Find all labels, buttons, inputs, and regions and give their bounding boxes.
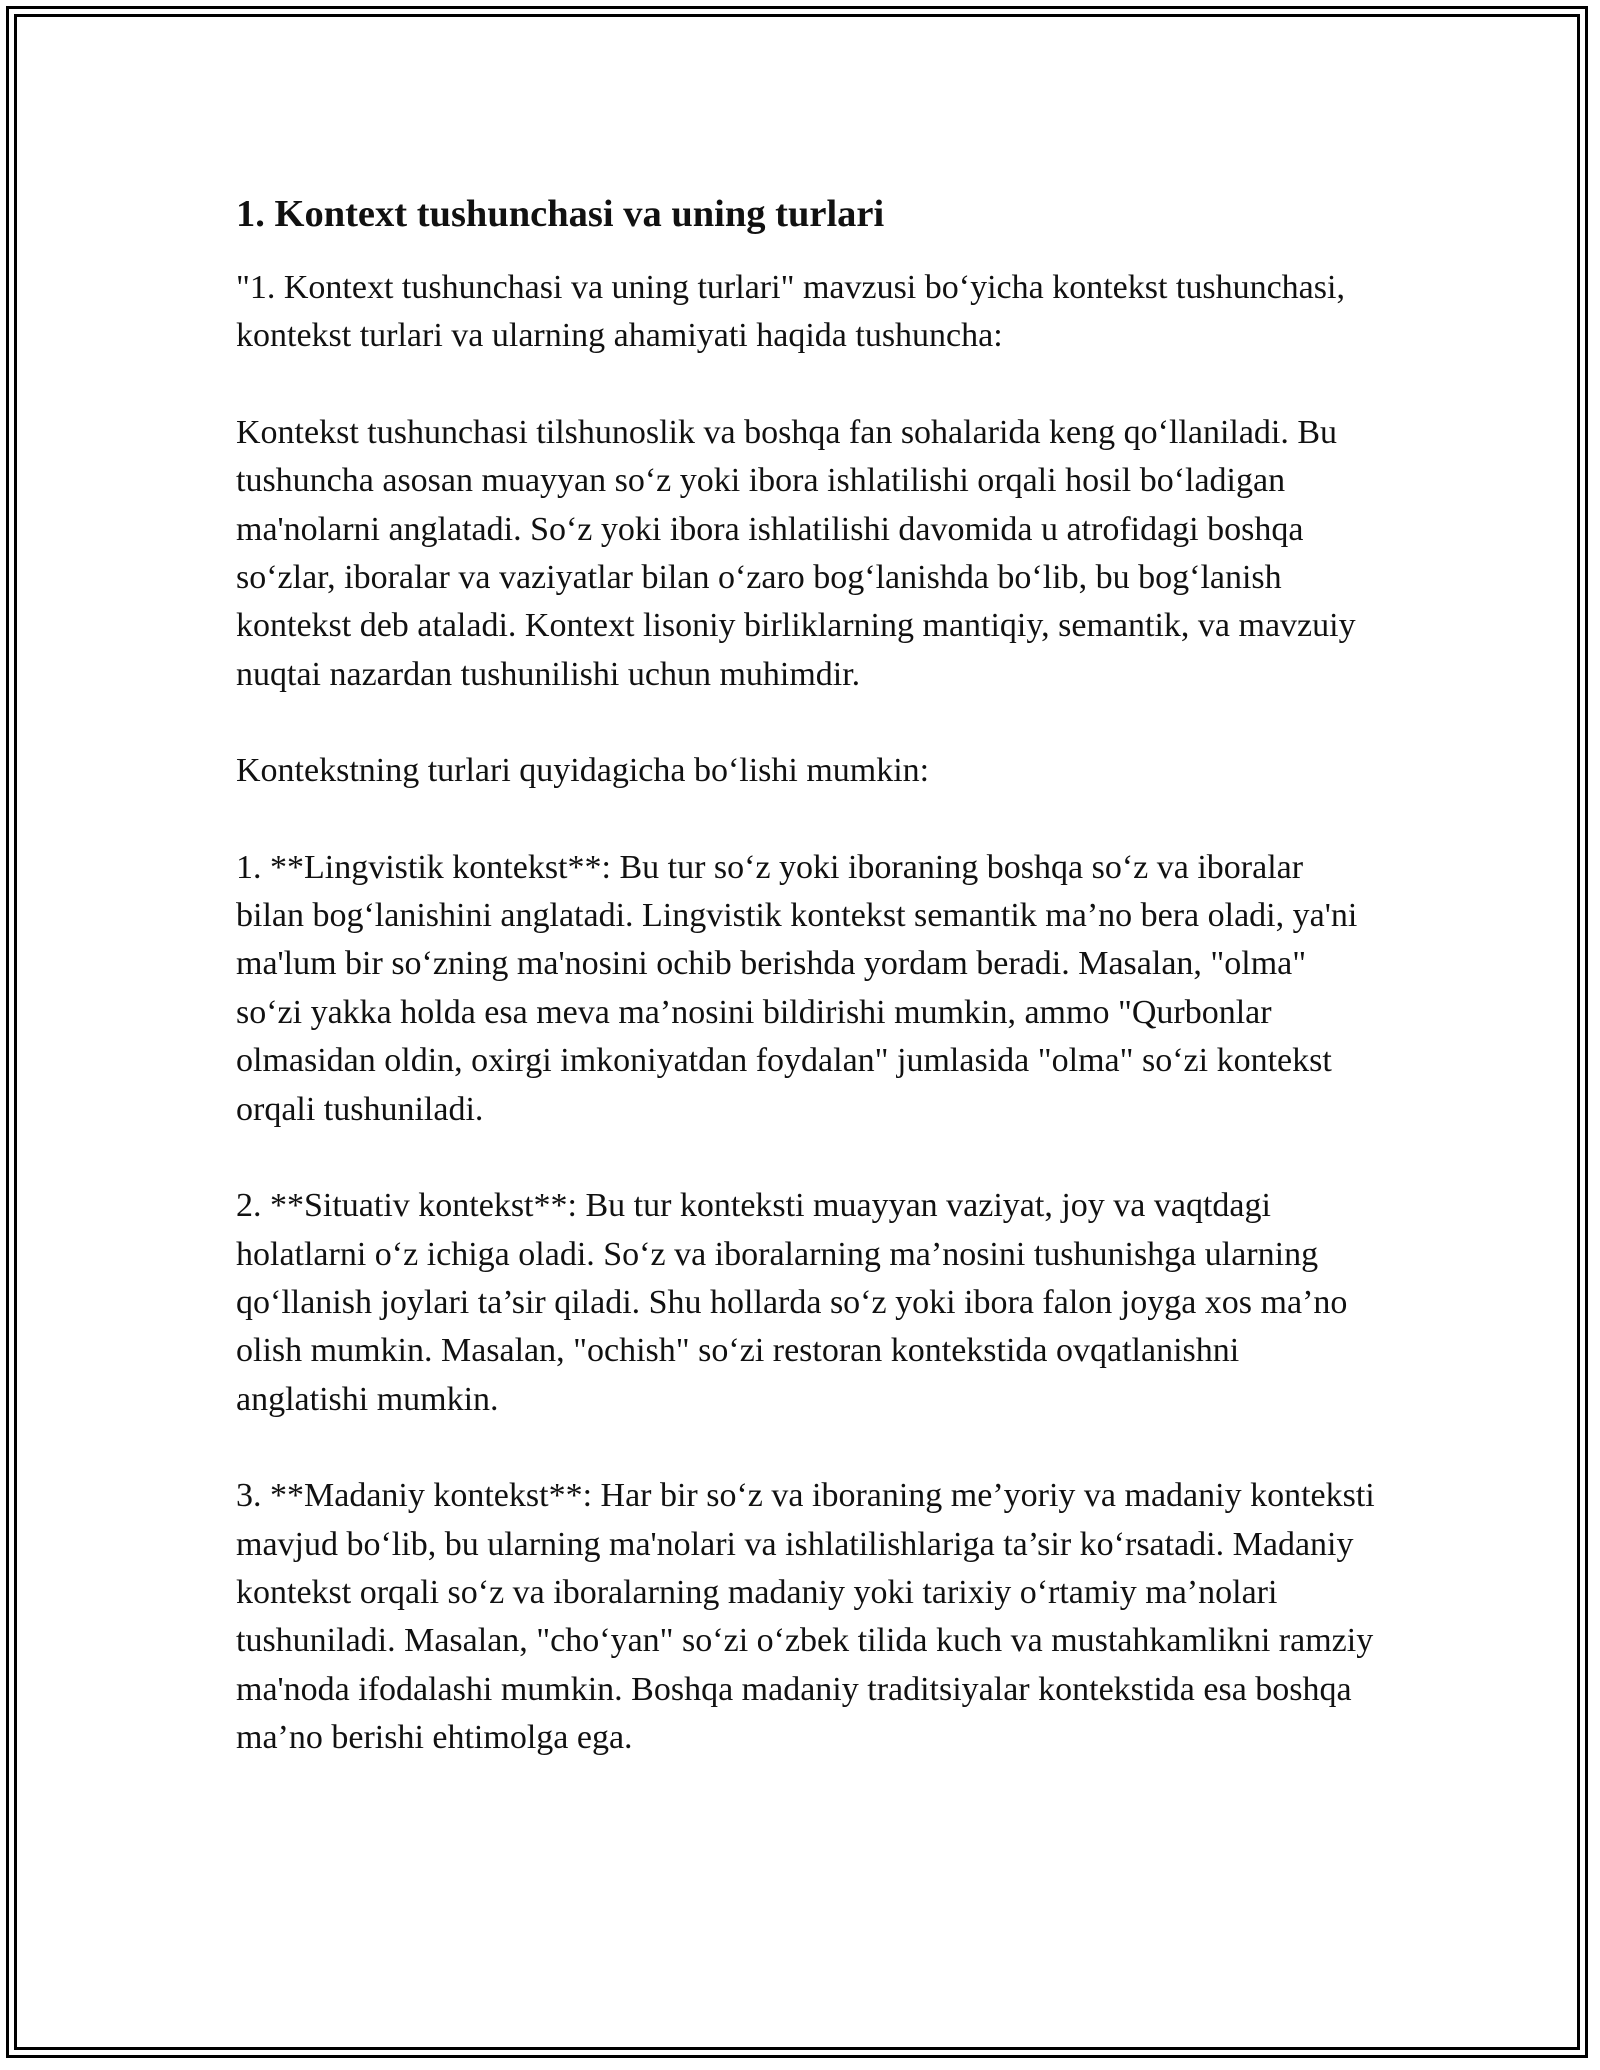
situational-context-paragraph: 2. **Situativ kontekst**: Bu tur konteksti muayyan vaziyat, joy va vaqtdagi holatlarni o‘z ichiga oladi. So‘z va iboralarning ma’nosini tushunishga ularning qo‘llanish joylari ta’sir qiladi. Shu hollarda so‘z yoki ibora falon joyga xos ma’no olish mumkin. Masalan, "ochish" so‘zi restoran kontekstida ovqatlanishni anglatishi mumkin. xyxy=(236,1187,1348,1418)
document-heading: 1. Kontext tushunchasi va uning turlari xyxy=(236,193,885,235)
intro-paragraph: "1. Kontext tushunchasi va uning turlari" mavzusi bo‘yicha kontekst tushunchasi, kontekst turlari va ularning ahamiyati haqida tushuncha: xyxy=(236,269,1345,355)
document-body xyxy=(236,186,1376,1811)
types-intro-paragraph: Kontekstning turlari quyidagicha bo‘lishi mumkin: xyxy=(236,752,930,790)
definition-paragraph: Kontekst tushunchasi tilshunoslik va boshqa fan sohalarida keng qo‘llaniladi. Bu tushuncha asosan muayyan so‘z yoki ibora ishlatilishi orqali hosil bo‘ladigan ma'nolarni anglatadi. So‘z yoki ibora ishlatilishi davomida u atrofidagi boshqa so‘zlar, iboralar va vaziyatlar bilan o‘zaro bog‘lanishda bo‘lib, bu bog‘lanish kontekst deb ataladi. Kontext lisoniy birliklarning mantiqiy, semantik, va mavzuiy nuqtai nazardan tushunilishi uchun muhimdir. xyxy=(236,413,1356,693)
linguistic-context-paragraph: 1. **Lingvistik kontekst**: Bu tur so‘z yoki iboraning boshqa so‘z va iboralar bilan bog‘lanishini anglatadi. Lingvistik kontekst semantik ma’no bera oladi, ya'ni ma'lum bir so‘zning ma'nosini ochib berishda yordam beradi. Masalan, "olma" so‘zi yakka holda esa meva ma’nosini bildirishi mumkin, ammo "Qurbonlar olmasidan oldin, oxirgi imkoniyatdan foydalan" jumlasida "olma" so‘zi kontekst orqali tushuniladi. xyxy=(236,848,1358,1128)
cultural-context-paragraph: 3. **Madaniy kontekst**: Har bir so‘z va iboraning me’yoriy va madaniy konteksti mavjud bo‘lib, bu ularning ma'nolari va ishlatilishlariga ta’sir ko‘rsatadi. Madaniy kontekst orqali so‘z va iboralarning madaniy yoki tarixiy o‘rtamiy ma’nolari tushuniladi. Masalan, "cho‘yan" so‘zi o‘zbek tilida kuch va mustahkamlikni ramziy ma'noda ifodalashi mumkin. Boshqa madaniy traditsiyalar kontekstida esa boshqa ma’no berishi ehtimolga ega. xyxy=(236,1477,1375,1757)
